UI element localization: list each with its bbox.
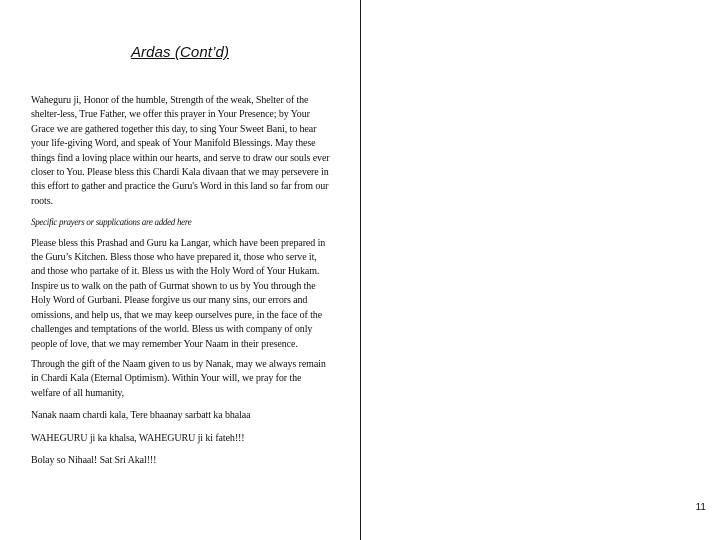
supplication-note: Specific prayers or supplications are added here bbox=[31, 217, 192, 228]
opening-paragraph: Waheguru ji, Honor of the humble, Strength of the weak, Shelter of the shelter-less, True Father, we offer this prayer in Your Presence; by Your Grace we are gathered together this day, to sing Your Sweet Bani, to hear your life-giving Word, and speak of Your Manifold Blessings. May these things find a loving place within our hearts, and serve to draw our souls ever closer to You. Please bless this Chardi Kala divaan that we may persevere in this effort to gather and practice the Guru's Word in this land so far from our roots. bbox=[31, 95, 330, 207]
prashad-paragraph: Please bless this Prashad and Guru ka Langar, which have been prepared in the Guru’s Kitchen. Bless those who have prepared it, those who serve it, and those who partake of it. Bless us with the Holy Word of Your Hukam. Inspire us to walk on the path of Gurmat shown to us by You through the Holy Word of Gurbani. Please forgive us our many sins, our errors and omissions, and help us, that we may keep ourselves pure, in the face of the challenges and temptations of the world. Bless us with company of only people of love, that we may remember Your Naam in their presence. bbox=[31, 237, 326, 350]
naam-paragraph: Through the gift of the Naam given to us by Nanak, may we always remain in Chardi Kala (Eternal Optimism). Within Your will, we pray for the welfare of all humanity, bbox=[31, 358, 326, 399]
prayer-text bbox=[31, 94, 331, 474]
page-number: 11 bbox=[695, 502, 706, 513]
chardi-kala-line: Nanak naam chardi kala, Tere bhaanay sarbatt ka bhalaa bbox=[31, 410, 251, 422]
page-title: Ardas (Cont’d) bbox=[130, 44, 230, 61]
jaikara-line: Bolay so Nihaal! Sat Sri Akal!!! bbox=[31, 454, 157, 466]
fateh-line: WAHEGURU ji ka khalsa, WAHEGURU ji ki fateh!!! bbox=[31, 432, 245, 444]
right-page bbox=[361, 0, 720, 540]
